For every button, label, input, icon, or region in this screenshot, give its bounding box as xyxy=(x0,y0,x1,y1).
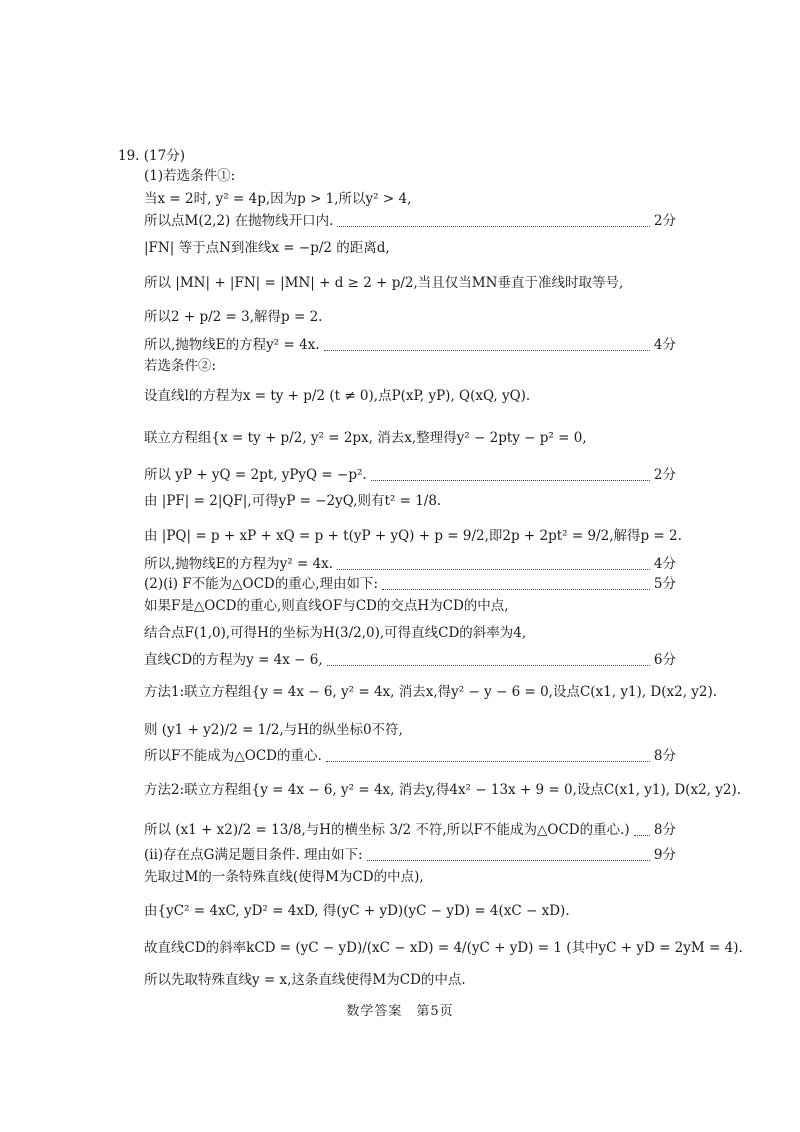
line-text: 所以先取特殊直线y = x,这条直线使得M为CD的中点. xyxy=(144,972,466,988)
answer-line xyxy=(144,213,676,229)
answer-line xyxy=(144,528,682,544)
line-text: 如果F是△OCD的重心,则直线OF与CD的交点H为CD的中点, xyxy=(144,598,509,614)
answer-line xyxy=(144,684,718,700)
answer-line xyxy=(144,493,676,509)
dot-leader xyxy=(371,480,650,481)
answer-line xyxy=(144,972,676,988)
line-text: 所以,抛物线E的方程为y² = 4x. xyxy=(144,556,334,572)
answer-line xyxy=(144,358,676,374)
line-text: 所以 (x1 + x2)/2 = 13/8,与H的横坐标 3/2 不符,所以F不能成为△OCD的重心.) xyxy=(144,822,630,838)
answer-line xyxy=(144,940,743,956)
answer-line xyxy=(144,822,676,838)
line-text: 方法2:联立方程组{y = 4x − 6, y² = 4x, 消去y,得4x² − 13x + 9 = 0,设点C(x1, y1), D(x2, y2). xyxy=(144,782,742,798)
line-text: 若选条件②: xyxy=(144,358,217,374)
line-text: 直线CD的方程为y = 4x − 6, xyxy=(144,652,323,668)
answer-line xyxy=(144,430,676,446)
answer-line xyxy=(144,598,676,614)
line-text: 故直线CD的斜率kCD = (yC − yD)/(xC − xD) = 4/(yC + yD) = 1 (其中yC + yD = 2yM = 4). xyxy=(144,940,743,956)
line-text: 联立方程组{x = ty + p/2, y² = 2px, 消去x,整理得y² − 2pty − p² = 0, xyxy=(144,430,587,446)
line-text: (2)(i) F不能为△OCD的重心,理由如下: xyxy=(144,576,379,592)
answer-line xyxy=(144,903,676,919)
score-mark: 8分 xyxy=(653,822,676,838)
dot-leader xyxy=(337,226,649,227)
score-mark: 4分 xyxy=(653,556,676,572)
answer-line xyxy=(144,467,676,483)
line-text: 方法1:联立方程组{y = 4x − 6, y² = 4x, 消去x,得y² − y − 6 = 0,设点C(x1, y1), D(x2, y2). xyxy=(144,684,718,700)
answer-line xyxy=(144,168,676,184)
answer-line xyxy=(144,869,676,885)
line-text: 所以,抛物线E的方程y² = 4x. xyxy=(144,337,320,353)
answer-line xyxy=(144,388,676,404)
line-text: 结合点F(1,0),可得H的坐标为H(3/2,0),可得直线CD的斜率为4, xyxy=(144,625,527,641)
score-mark: 2分 xyxy=(653,467,676,483)
score-mark: 2分 xyxy=(653,213,676,229)
score-mark: 8分 xyxy=(653,748,676,764)
line-text: (1)若选条件①: xyxy=(144,168,236,184)
line-text: 所以2 + p/2 = 3,解得p = 2. xyxy=(144,309,323,325)
line-text: 由{yC² = 4xC, yD² = 4xD, 得(yC + yD)(yC − yD) = 4(xC − xD). xyxy=(144,903,570,919)
dot-leader xyxy=(367,860,650,861)
answer-line xyxy=(144,191,676,207)
line-text: (ii)存在点G满足题目条件. 理由如下: xyxy=(144,847,363,863)
answer-line xyxy=(144,782,742,798)
line-text: 由 |PF| = 2|QF|,可得yP = −2yQ,则有t² = 1/8. xyxy=(144,493,442,509)
line-text: 所以 |MN| + |FN| = |MN| + d ≥ 2 + p/2,当且仅当MN垂直于准线时取等号, xyxy=(144,275,624,291)
line-text: 当x = 2时, y² = 4p,因为p > 1,所以y² > 4, xyxy=(144,191,412,207)
dot-leader xyxy=(337,569,650,570)
answer-line xyxy=(144,722,676,738)
dot-leader xyxy=(326,761,650,762)
score-mark: 9分 xyxy=(653,847,676,863)
answer-line xyxy=(144,652,676,668)
answer-line xyxy=(144,625,676,641)
line-text: 设直线l的方程为x = ty + p/2 (t ≠ 0),点P(xP, yP), Q(xQ, yQ). xyxy=(144,388,531,404)
score-mark: 4分 xyxy=(653,337,676,353)
line-text: 由 |PQ| = p + xP + xQ = p + t(yP + yQ) + p = 9/2,即2p + 2pt² = 9/2,解得p = 2. xyxy=(144,528,682,544)
score-mark: 6分 xyxy=(653,652,676,668)
answer-line xyxy=(144,847,676,863)
answer-line xyxy=(144,309,676,325)
answer-line xyxy=(118,148,676,164)
answer-line xyxy=(144,748,676,764)
answer-line xyxy=(144,240,676,256)
dot-leader xyxy=(634,835,650,836)
answer-line xyxy=(144,576,676,592)
dot-leader xyxy=(324,350,650,351)
line-text: 所以点M(2,2) 在抛物线开口内. xyxy=(144,213,334,229)
line-text: 19. (17分) xyxy=(118,148,185,164)
line-text: |FN| 等于点N到准线x = −p/2 的距离d, xyxy=(144,240,390,256)
line-text: 则 (y1 + y2)/2 = 1/2,与H的纵坐标0不符, xyxy=(144,722,403,738)
answer-line xyxy=(144,337,676,353)
line-text: 所以F不能成为△OCD的重心. xyxy=(144,748,322,764)
line-text: 先取过M的一条特殊直线(使得M为CD的中点), xyxy=(144,869,424,885)
answer-line xyxy=(144,556,676,572)
page-footer: 数学答案 第5页 xyxy=(346,1004,454,1019)
dot-leader xyxy=(327,665,650,666)
dot-leader xyxy=(382,589,650,590)
line-text: 所以 yP + yQ = 2pt, yPyQ = −p². xyxy=(144,467,367,483)
score-mark: 5分 xyxy=(653,576,676,592)
answer-line xyxy=(144,275,676,291)
